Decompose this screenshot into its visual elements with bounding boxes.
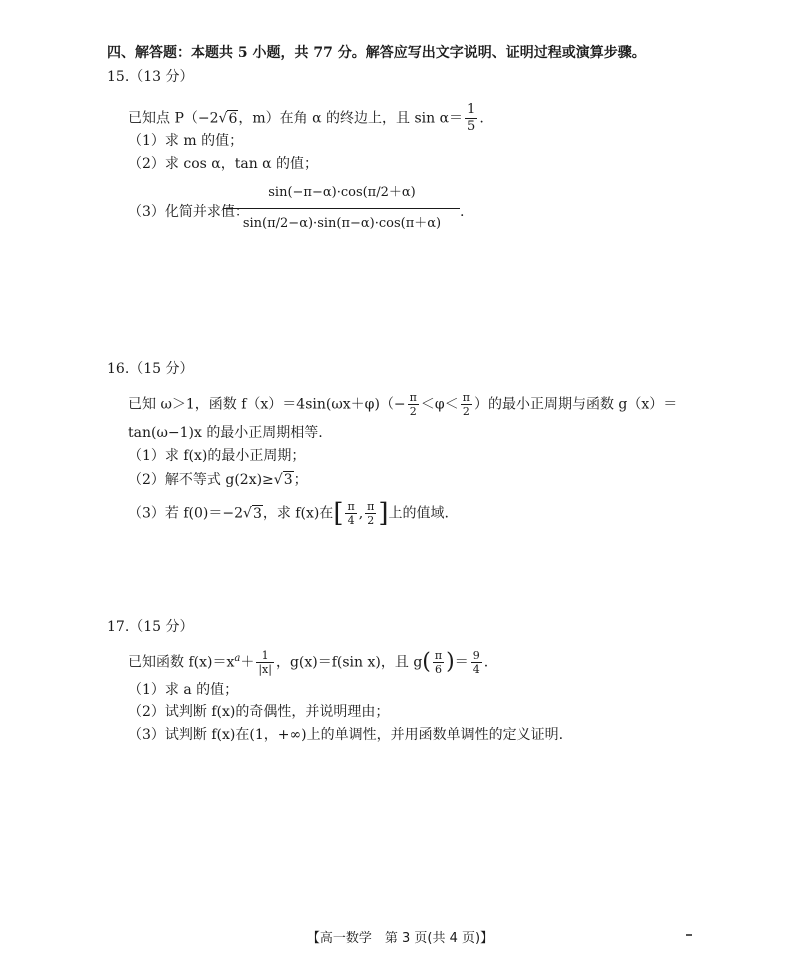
- q17-stem-b: ＋: [240, 654, 255, 671]
- q15-stem-sqrt: 6: [228, 110, 238, 127]
- q16-two-1: 2: [408, 404, 419, 418]
- q16-cond-mid: ＜φ＜: [420, 396, 459, 413]
- q16-frac-neg-pi-2: [408, 391, 419, 418]
- q16-frac-pi-2b: [365, 500, 376, 527]
- q17-six: 6: [433, 662, 444, 676]
- page-footer: 【高一数学 第 3 页(共 4 页)】: [306, 931, 494, 946]
- q17-pi: π: [434, 649, 443, 662]
- q15-part3-fraction: [224, 178, 460, 239]
- q15-part1: （1）求 m 的值；: [128, 133, 244, 149]
- q17-number: 17.（15 分）: [107, 619, 194, 635]
- q16-frac-pi-2: [461, 391, 472, 418]
- q16-cond-close: ）: [473, 396, 488, 413]
- q15-part3-label: （3）化简并求值：: [128, 204, 249, 220]
- q15-stem: 已知点 P（−2√6，m）在角 α 的终边上，且 sin α＝ $\frac{1}{5}$ .: [128, 102, 484, 134]
- q15-frac-num: 1: [467, 102, 476, 117]
- q17-stem-end: .: [483, 654, 489, 671]
- q17-part3: （3）试判断 f(x)在(1，+∞)上的单调性，并用函数单调性的定义证明.: [128, 727, 564, 743]
- q17-frac-1-absx: [256, 649, 274, 676]
- q16-part2: （2）解不等式 g(2x)≥√3；: [128, 472, 308, 488]
- q17-four: 4: [472, 663, 480, 676]
- q16-stem-line2: tan(ω−1)x 的最小正周期相等.: [128, 425, 323, 441]
- q16-stem-line1: [128, 391, 677, 418]
- q15-part3-numerator: sin(−π−α)·cos(π/2＋α): [268, 185, 416, 200]
- q17-stem-a: 已知函数 f(x)＝x: [128, 654, 235, 671]
- q17-stem-d: ＝: [454, 654, 469, 671]
- q17-frac-9-4: [471, 649, 482, 676]
- q16-bracket-open: [: [333, 498, 344, 529]
- q15-part3-denominator: sin(π/2−α)·sin(π−α)·cos(π＋α): [224, 208, 460, 239]
- q16-part3-c: 上的值域.: [388, 505, 449, 522]
- q16-cond-open: （−: [379, 396, 406, 413]
- q16-frac-pi-4: [345, 500, 356, 527]
- q15-fraction: [465, 102, 477, 135]
- q17-part1: （1）求 a 的值；: [128, 682, 239, 698]
- q16-part2-sqrt: 3: [283, 472, 293, 488]
- q16-part3-a: （3）若 f(0)＝−2: [128, 505, 244, 522]
- q16-two-3: 2: [365, 513, 376, 527]
- q15-stem-mid: ，m）在角 α 的终边上，且 sin α＝: [238, 110, 464, 127]
- q15-stem-pre: 已知点 P（−2: [128, 110, 219, 127]
- q17-paren-close: ): [446, 649, 455, 675]
- q16-pi-1: π: [409, 391, 417, 404]
- q17-nine: 9: [472, 649, 480, 662]
- q16-part2-end: ；: [293, 472, 308, 488]
- q16-stem-a: 已知 ω＞1，函数 f（x）＝4sin(ωx＋φ): [128, 396, 380, 413]
- q17-paren-open: (: [422, 649, 431, 675]
- q16-part1: （1）求 f(x)的最小正周期；: [128, 448, 306, 464]
- q15-part3-end: .: [460, 204, 465, 220]
- q16-pi-4: π: [367, 500, 375, 513]
- q16-pi-2: π: [462, 391, 470, 404]
- scan-mark: [686, 934, 692, 936]
- q16-part3: （3）若 f(0)＝−2√3，求 f(x)在[ $\frac{\pi}{4}$ , $\frac{\pi}{2}$ ]上的值域.: [128, 498, 449, 529]
- q17-stem: [128, 649, 488, 676]
- q16-part3-sqrt: 3: [252, 505, 262, 522]
- q16-bracket-close: ]: [378, 498, 389, 529]
- q17-part2: （2）试判断 f(x)的奇偶性，并说明理由；: [128, 704, 390, 720]
- q17-stem-c: ，g(x)＝f(sin x)，且 g: [275, 654, 423, 671]
- q15-part2: （2）求 cos α，tan α 的值；: [128, 156, 319, 172]
- q16-pi-3: π: [347, 500, 355, 513]
- q17-den-absx: |x|: [258, 663, 272, 676]
- q16-part3-b: ，求 f(x)在: [262, 505, 334, 522]
- q15-frac-den: 5: [467, 119, 476, 134]
- section-heading: 四、解答题：本题共 5 小题，共 77 分。解答应写出文字说明、证明过程或演算步骤。: [107, 45, 646, 61]
- q16-stem-b: 的最小正周期与函数 g（x）＝: [487, 396, 678, 413]
- q16-part2-a: （2）解不等式 g(2x)≥: [128, 472, 274, 488]
- q15-number: 15.（13 分）: [107, 69, 194, 85]
- q16-four: 4: [345, 513, 356, 527]
- q17-stem-sup: a: [234, 652, 241, 664]
- q16-number: 16.（15 分）: [107, 361, 194, 377]
- q15-stem-end: .: [479, 110, 484, 127]
- q17-frac-pi-6: [433, 649, 444, 676]
- q17-num-1: 1: [261, 649, 269, 662]
- q16-two-2: 2: [461, 404, 472, 418]
